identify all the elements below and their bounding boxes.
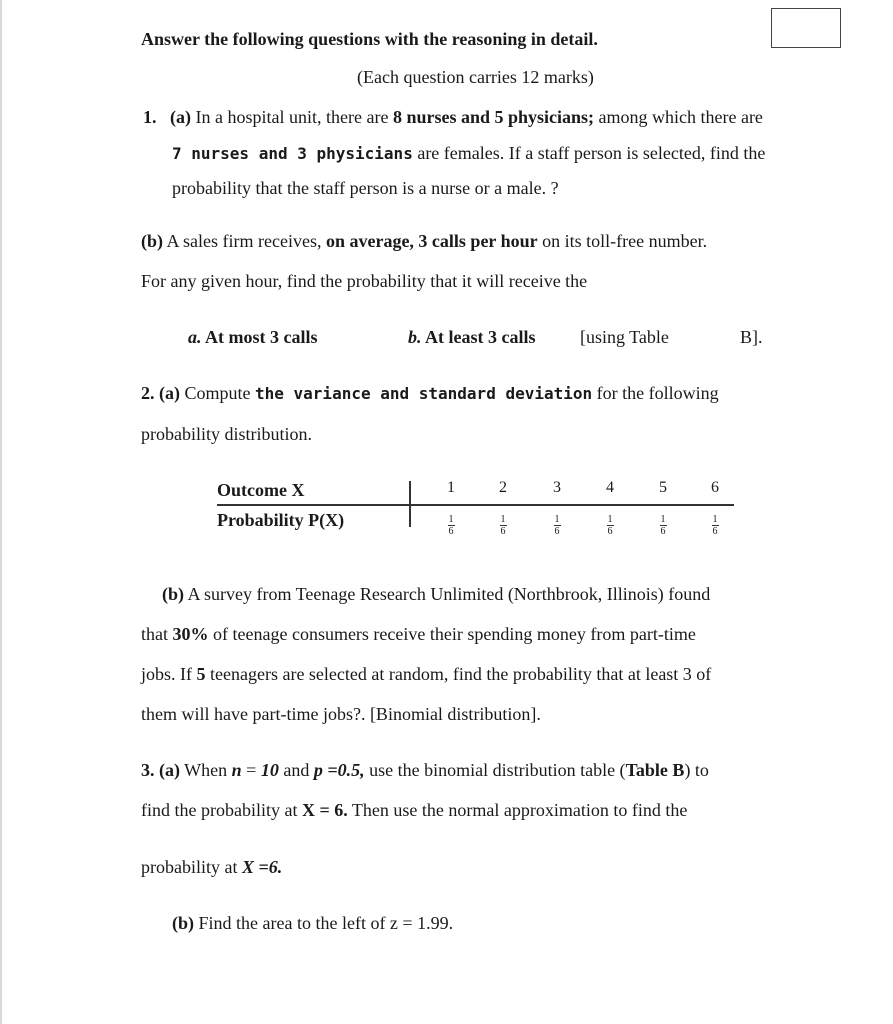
q3a-x2: X [241,857,254,877]
q3b-line [172,912,453,934]
outcome-cell: 1 [447,479,455,496]
q2a-line2: probability distribution. [141,424,312,444]
q2b-label: (b) [162,584,184,604]
outcome-label [217,479,304,501]
q2a-text1: Compute [180,383,255,403]
marks-note: (Each question carries 12 marks) [357,67,594,87]
q3a-pval: =0.5, [322,760,365,780]
q2-number: 2. [141,383,155,403]
q2a-line1 [141,382,719,405]
q1b-option-a [188,326,318,348]
q2b-bold-percent: 30% [172,624,209,644]
frac-den: 6 [712,526,718,537]
q2b-line1 [162,583,710,605]
q1b-line2: For any given hour, find the probability that it will receive the [141,271,588,291]
q3a-nval: 10 [260,760,279,780]
q2b-text1: A survey from Teenage Research Unlimited (Northbrook, Illinois) found [184,584,711,604]
q3a-line2 [141,799,687,821]
q3b-text: Find the area to the left of z = 1.99. [194,913,454,933]
q2b-text4: jobs. If [141,664,197,684]
q1b-text2: on its toll-free number. [537,231,708,251]
q1b-bold: on average, 3 calls per hour [325,231,538,251]
frac-den: 6 [607,526,613,537]
q1b-table-ref-end: B]. [740,327,763,347]
q1b-line1 [141,230,707,252]
q1b-option-a-label: a. [188,327,202,347]
probability-label: Probability P(X) [217,510,345,530]
frac-den: 6 [500,526,506,537]
q2b-text3: of teenage consumers receive their spending money from part-time [208,624,696,644]
q1a-line2 [172,142,765,165]
q3a-xval2: =6. [254,857,283,877]
probability-cell [547,509,567,536]
frac-den: 6 [554,526,560,537]
q2a-bold: the variance and standard deviation [255,384,593,403]
probability-row [217,509,733,537]
probability-cell [600,509,620,536]
q3a-line3 [141,856,282,878]
frac-num: 1 [448,514,454,525]
q1-number: 1. [143,107,157,127]
q2b-line2 [141,623,696,645]
q3a-x: X [301,800,315,820]
q2a-label: (a) [159,383,180,403]
q1b-text1: A sales firm receives, [163,231,326,251]
probability-cell [441,509,461,536]
q2a-text2: for the following [592,383,719,403]
q3a-text5: Then use the normal approximation to find the [347,800,688,820]
q3a-table: Table B [625,760,685,780]
q3a-line1 [141,759,709,781]
outcome-label-text: Outcome X [217,480,305,500]
q2b-bold-count: 5 [196,664,206,684]
table-vertical-rule [409,481,411,527]
q1b-option-b-label: b. [408,327,422,347]
probability-cell [493,509,513,536]
outcome-cell: 3 [553,479,561,496]
answer-box [771,8,841,48]
q1a-text2: among which there are [594,107,763,127]
frac-den: 6 [448,526,454,537]
outcome-cell: 5 [659,479,667,496]
probability-cell [705,509,725,536]
q1a-text1: In a hospital unit, there are [191,107,393,127]
q3a-eq: = [241,760,261,780]
outcome-cell: 6 [711,479,719,496]
q1a-bold2: 7 nurses and 3 physicians [172,144,413,163]
frac-den: 6 [660,526,666,537]
q3a-text3: ) to [684,760,709,780]
q2b-line3 [141,663,711,685]
q1a-text3: are females. If a staff person is selected, find the [412,143,766,163]
q2b-line4: them will have part-time jobs?. [Binomial distribution]. [141,704,541,724]
frac-num: 1 [500,514,506,525]
q1a-label: (a) [170,107,191,127]
outcome-row [217,479,733,507]
q1b-option-b [408,326,536,348]
q3b-label: (b) [172,913,194,933]
table-divider [217,504,734,506]
frac-num: 1 [660,514,666,525]
q1a-bold1: 8 nurses and 5 physicians; [392,107,594,127]
q3a-and: and [278,760,314,780]
outcome-cell: 4 [606,479,614,496]
q1b-table-ref: [using Table [580,327,669,347]
q3a-text2: use the binomial distribution table ( [364,760,626,780]
outcome-cell: 2 [499,479,507,496]
q3a-text1: When [180,760,232,780]
q3a-n: n [231,760,242,780]
q3a-label: 3. (a) [141,760,180,780]
q1a-line3: probability that the staff person is a nurse or a male. ? [172,178,559,198]
probability-cell [653,509,673,536]
frac-num: 1 [607,514,613,525]
q3a-p: p [313,760,323,780]
instruction-heading: Answer the following questions with the reasoning in detail. [141,29,598,49]
q1b-label: (b) [141,231,163,251]
q3a-xval: = 6. [314,800,348,820]
q2b-text5: teenagers are selected at random, find the probability that at least 3 of [205,664,712,684]
q1a-line1 [143,106,763,128]
frac-num: 1 [712,514,718,525]
q1b-option-b-text: At least 3 calls [421,327,536,347]
page-edge [0,0,2,1024]
q3a-text4: find the probability at [141,800,302,820]
q1b-option-a-text: At most 3 calls [201,327,318,347]
q3a-text6: probability at [141,857,242,877]
q2b-text2: that [141,624,173,644]
frac-num: 1 [554,514,560,525]
